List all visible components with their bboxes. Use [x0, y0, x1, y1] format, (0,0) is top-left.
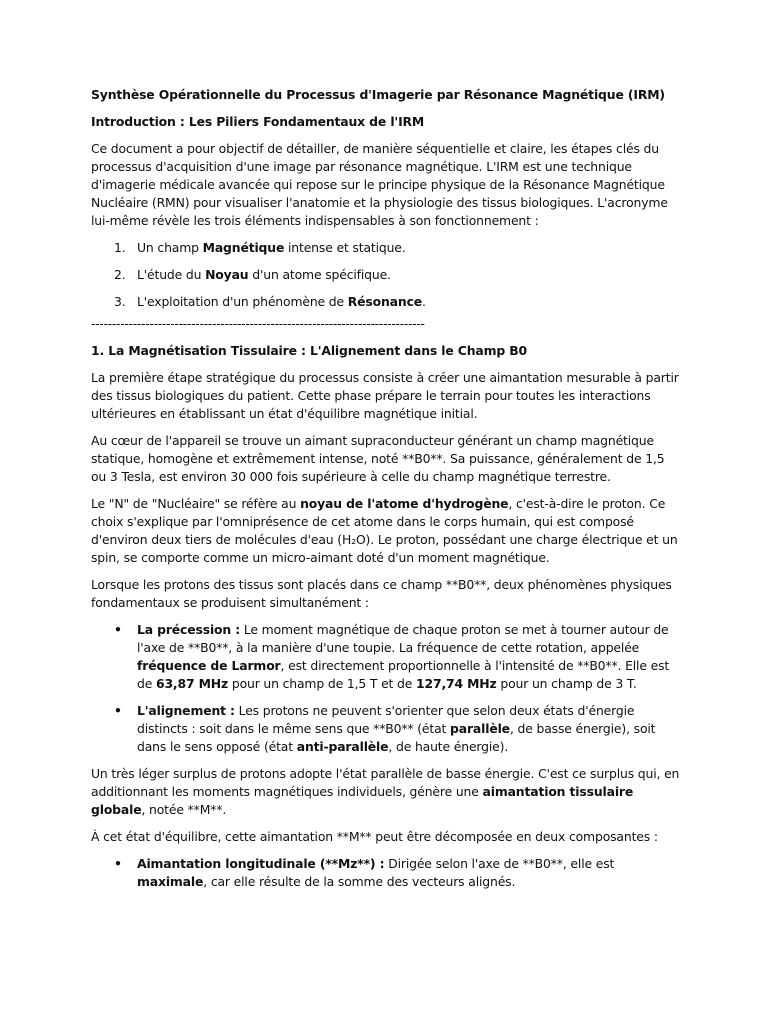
bullet-text: Le moment magnétique de chaque proton se met à tourner autour de l'axe de **B0**, à la manière d'une toupie. La fréquence de cette rotation, appelée: [137, 622, 669, 655]
intro-heading: Introduction : Les Piliers Fondamentaux de l'IRM: [91, 114, 425, 129]
list-item-alignement: [91, 702, 681, 756]
list-text: Un champ: [137, 240, 203, 255]
bullet-icon: •: [114, 703, 122, 718]
bullet-label: Aimantation longitudinale (**Mz**) :: [137, 856, 385, 871]
intro-paragraph: Ce document a pour objectif de détailler, de manière séquentielle et claire, les étapes clés du processus d'acquisition d'une image par résonance magnétique. L'IRM est une technique d'imagerie médicale avancée qui repose sur le principe physique de la Résonance Magnétique Nucléaire (RMN) pour visualiser l'anatomie et la physiologie des tissus biologiques. L'acronyme lui-même révèle les trois éléments indispensables à son fonctionnement :: [91, 141, 668, 228]
list-number: 2.: [114, 267, 126, 282]
section1-heading: 1. La Magnétisation Tissulaire : L'Alignement dans le Champ B0: [91, 343, 528, 358]
list-bold-text: Noyau: [205, 267, 249, 282]
list-item-longitudinale: [91, 855, 681, 891]
list-number: 1.: [114, 240, 126, 255]
list-text: d'un atome spécifique.: [248, 267, 391, 282]
list-text: L'exploitation d'un phénomène de: [137, 294, 348, 309]
list-item: [91, 266, 681, 284]
document-title: Synthèse Opérationnelle du Processus d'Imagerie par Résonance Magnétique (IRM): [91, 87, 665, 102]
bullet-bold-text: 63,87 MHz: [155, 676, 229, 691]
bullet-bold-text: maximale: [137, 874, 204, 889]
bullet-text: , de basse énergie), soit dans le sens opposé (état: [137, 721, 656, 754]
list-text: intense et statique.: [284, 240, 406, 255]
list-item-precession: [91, 621, 681, 693]
section1-paragraph-3: [91, 495, 681, 567]
section1-paragraph-5: [91, 765, 681, 819]
section1-paragraph-4: Lorsque les protons des tissus sont placés dans ce champ **B0**, deux phénomènes physiques fondamentaux se produisent simultanément :: [91, 577, 672, 610]
list-item: [91, 293, 681, 311]
paragraph-text: , c'est-à-dire le proton. Ce choix s'explique par l'omniprésence de cet atome dans le corps humain, qui est composé d'environ deux tiers de molécules d'eau (H₂O). Le proton, possédant une charge électrique et un spin, se comporte comme un micro-aimant doté d'un moment magnétique.: [91, 496, 678, 565]
bullet-bold-text: parallèle: [450, 721, 510, 736]
bullet-text: Les protons ne peuvent s'orienter que selon deux états d'énergie distincts : soit dans le même sens que **B0** (état: [137, 703, 635, 736]
bullet-text: , car elle résulte de la somme des vecteurs alignés.: [203, 874, 516, 889]
list-item: [91, 239, 681, 257]
bullet-text: , est directement proportionnelle à l'intensité de **B0**. Elle est de: [137, 658, 670, 691]
list-text: .: [422, 294, 426, 309]
list-number: 3.: [114, 294, 126, 309]
list-bold-text: Résonance: [347, 294, 423, 309]
bullet-text: pour un champ de 1,5 T et de: [228, 676, 417, 691]
bullet-icon: •: [114, 856, 122, 871]
paragraph-bold-text: aimantation tissulaire globale: [91, 784, 634, 817]
paragraph-bold-text: noyau de l'atome d'hydrogène: [300, 496, 509, 511]
bullet-label: L'alignement :: [137, 703, 235, 718]
separator-line: --------------------------------------------------------------------------------: [91, 316, 425, 331]
bullet-icon: •: [114, 622, 122, 637]
bullet-text: pour un champ de 3 T.: [496, 676, 637, 691]
paragraph-text: Le "N" de "Nucléaire" se réfère au: [91, 496, 301, 511]
bullet-bold-text: fréquence de Larmor: [137, 658, 281, 673]
list-text: L'étude du: [137, 267, 206, 282]
list-bold-text: Magnétique: [202, 240, 285, 255]
phenomena-list: [91, 621, 681, 756]
section1-paragraph-1: La première étape stratégique du processus consiste à créer une aimantation mesurable à partir des tissus biologiques du patient. Cette phase prépare le terrain pour toutes les interactions ultérieures en établissant un état d'équilibre magnétique initial.: [91, 370, 679, 421]
bullet-text: , de haute énergie).: [388, 739, 509, 754]
paragraph-text: Un très léger surplus de protons adopte l'état parallèle de basse énergie. C'est ce surplus qui, en additionnant les moments magnétiques individuels, génère une: [91, 766, 680, 799]
pillars-list: [91, 239, 681, 311]
bullet-label: La précession :: [137, 622, 241, 637]
section1-paragraph-6: À cet état d'équilibre, cette aimantation **M** peut être décomposée en deux composantes :: [91, 829, 658, 844]
document-body: [91, 86, 681, 900]
components-list: [91, 855, 681, 891]
paragraph-text: , notée **M**.: [141, 802, 227, 817]
bullet-bold-text: 127,74 MHz: [416, 676, 497, 691]
bullet-bold-text: anti-parallèle: [296, 739, 389, 754]
section1-paragraph-2: Au cœur de l'appareil se trouve un aimant supraconducteur générant un champ magnétique statique, homogène et extrêmement intense, noté **B0**. Sa puissance, généralement de 1,5 ou 3 Tesla, est environ 30 000 fois supérieure à celle du champ magnétique terrestre.: [91, 433, 665, 484]
bullet-text: Dirigée selon l'axe de **B0**, elle est: [384, 856, 615, 871]
